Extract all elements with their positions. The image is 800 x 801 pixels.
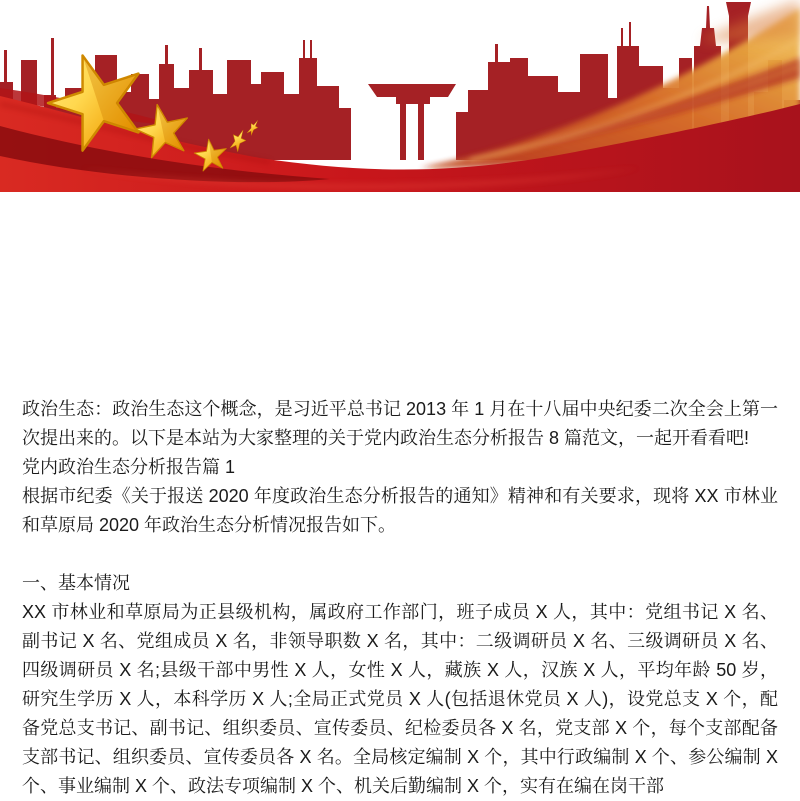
section-heading-basic-info: 一、基本情况 <box>22 573 130 593</box>
lead-paragraph: 根据市纪委《关于报送 2020 年度政治生态分析报告的通知》精神和有关要求，现将 XX 市林业和草原局 2020 年政治生态分析情况报告如下。 <box>22 486 778 535</box>
intro-paragraph: 政治生态：政治生态这个概念，是习近平总书记 2013 年 1 月在十八届中央纪委二次全会上第一次提出来的。以下是本站为大家整理的关于党内政治生态分析报告 8 篇范文，一起开看看吧! <box>22 399 778 448</box>
decorative-header-banner <box>0 0 800 192</box>
document-body <box>0 192 800 801</box>
section-body-basic-info: XX 市林业和草原局为正县级机构，属政府工作部门，班子成员 X 人，其中：党组书记 X 名、副书记 X 名、党组成员 X 名，非领导职数 X 名，其中：二级调研员 X 名、三级调研员 X 名、四级调研员 X 名;县级干部中男性 X 人，女性 X 人，藏族 X 人，汉族 X 人，平均年龄 50 岁，研究生学历 X 人，本科学历 X 人;全局正式党员 X 人(包括退休党员 X 人)，设党总支 X 个，配备党总支书记、副书记、组织委员、宣传委员、纪检委员各 X 名，党支部 X 个，每个支部配备支部书记、组织委员、宣传委员各 X 名。全局核定编制 X 个，其中行政编制 X 个、参公编制 X 个、事业编制 X 个、政法专项编制 X 个、机关后勤编制 X 个，实有在编在岗干部 <box>22 602 778 796</box>
report-series-title: 党内政治生态分析报告篇 1 <box>22 457 236 477</box>
banner-graphic <box>0 0 800 192</box>
